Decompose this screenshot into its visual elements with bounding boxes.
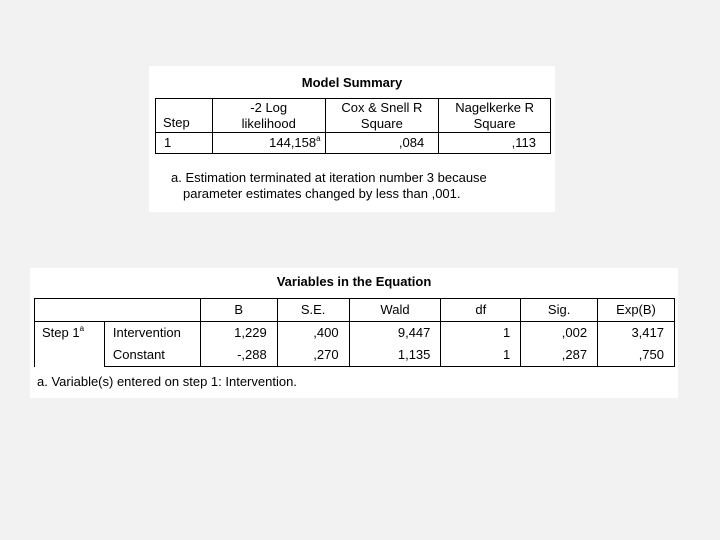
cell-neg2ll-footnote-mark: a	[316, 134, 321, 143]
header-blank-1	[35, 299, 105, 322]
header-neg2ll	[212, 99, 325, 133]
cell-coxsnell: ,084	[325, 133, 439, 154]
model-footnote-line2: parameter estimates changed by less than ,001.	[183, 186, 461, 201]
cell-wald: 1,135	[349, 344, 441, 367]
cell-se: ,400	[277, 322, 349, 345]
model-summary-table	[155, 98, 551, 154]
cell-se: ,270	[277, 344, 349, 367]
cell-df: 1	[441, 344, 521, 367]
header-sig: Sig.	[521, 299, 598, 322]
variables-panel	[30, 268, 678, 398]
variables-title: Variables in the Equation	[276, 274, 432, 289]
cell-b: 1,229	[200, 322, 277, 345]
model-summary-panel	[149, 66, 555, 212]
table-row	[35, 344, 675, 367]
header-step: Step	[156, 99, 213, 133]
cell-neg2ll-value: 144,158	[269, 135, 317, 150]
header-se: S.E.	[277, 299, 349, 322]
cell-df: 1	[441, 322, 521, 345]
model-summary-data-row	[156, 133, 551, 154]
cell-neg2ll	[212, 133, 325, 154]
variables-table	[34, 298, 675, 367]
variables-header-row	[35, 299, 675, 322]
header-blank-2	[104, 299, 200, 322]
step-label-cell	[35, 322, 105, 367]
header-nagelkerke-line2: Square	[473, 115, 516, 131]
header-wald: Wald	[349, 299, 441, 322]
cell-step: 1	[156, 133, 213, 154]
cell-wald: 9,447	[349, 322, 441, 345]
model-footnote-line1: a. Estimation terminated at iteration number 3 because	[171, 170, 487, 185]
model-summary-header-row	[156, 99, 551, 133]
header-coxsnell-line2: Square	[360, 115, 403, 131]
header-nagelkerke	[439, 99, 551, 133]
header-nagelkerke-line1: Nagelkerke R	[455, 99, 534, 115]
table-row	[35, 322, 675, 345]
model-summary-footnote	[171, 170, 551, 202]
header-neg2ll-line1: -2 Log	[250, 99, 288, 115]
header-df: df	[441, 299, 521, 322]
cell-sig: ,287	[521, 344, 598, 367]
cell-expb: 3,417	[598, 322, 675, 345]
header-expb: Exp(B)	[598, 299, 675, 322]
cell-expb: ,750	[598, 344, 675, 367]
variables-footnote: a. Variable(s) entered on step 1: Intervention.	[37, 374, 297, 389]
header-neg2ll-line2: likelihood	[241, 115, 296, 131]
cell-nagelkerke: ,113	[439, 133, 551, 154]
cell-sig: ,002	[521, 322, 598, 345]
header-coxsnell-line1: Cox & Snell R	[341, 99, 423, 115]
model-summary-title: Model Summary	[301, 75, 403, 90]
row-name-constant: Constant	[104, 344, 200, 367]
header-b: B	[200, 299, 277, 322]
step-label: Step 1	[42, 325, 80, 340]
row-name-intervention: Intervention	[104, 322, 200, 345]
cell-b: -,288	[200, 344, 277, 367]
header-coxsnell	[325, 99, 439, 133]
step-footnote-mark: a	[79, 324, 85, 333]
